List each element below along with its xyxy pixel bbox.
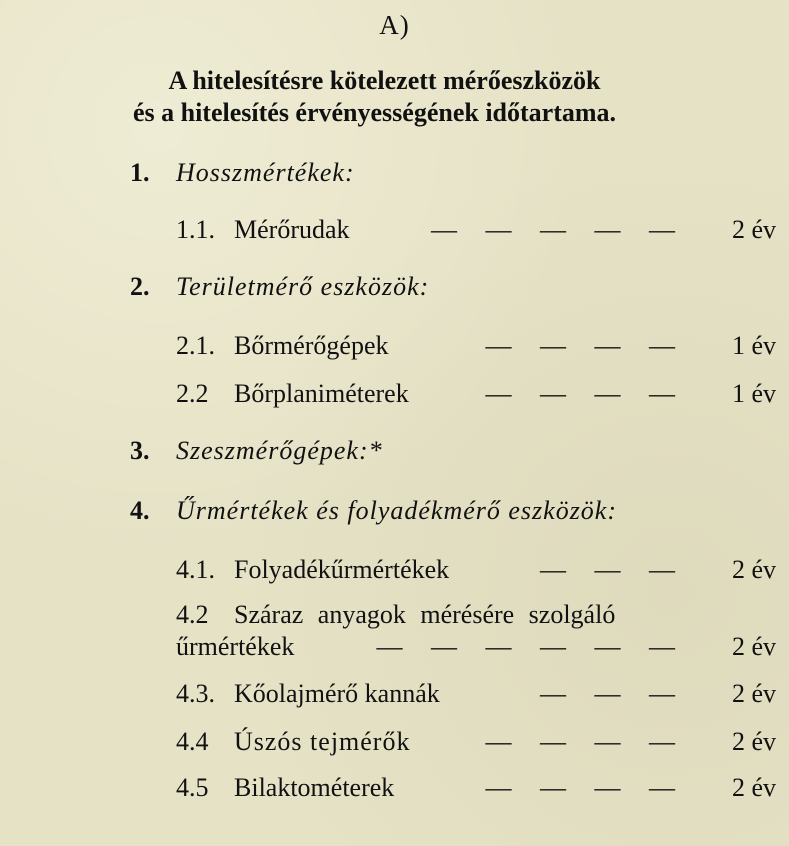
item-leader-dashes: — — — — — bbox=[431, 215, 686, 244]
list-item-2-2 bbox=[176, 379, 776, 409]
item-name: Bőrplaniméterek bbox=[234, 379, 409, 408]
item-number: 4.3. bbox=[176, 679, 215, 708]
section-label: Szeszmérőgépek:* bbox=[176, 436, 383, 465]
list-item-4-2 bbox=[176, 600, 776, 661]
section-number: 2. bbox=[130, 272, 150, 301]
title-line-1: A hitelesítésre kötelezett mérőeszközök bbox=[168, 66, 601, 95]
item-leader-dashes: — — — — bbox=[485, 379, 686, 408]
section-heading: A) bbox=[379, 10, 410, 40]
item-duration: 1 év bbox=[731, 331, 776, 360]
item-name: Kőolajmérő kannák bbox=[234, 679, 440, 708]
item-leader-dashes: — — — — bbox=[485, 727, 686, 756]
item-number: 1.1. bbox=[176, 215, 215, 244]
section-label: Hosszmértékek: bbox=[176, 158, 355, 187]
item-leader-dashes: — — — bbox=[540, 679, 686, 708]
section-2-heading bbox=[130, 272, 429, 302]
item-duration: 2 év bbox=[731, 215, 776, 244]
item-duration: 2 év bbox=[731, 727, 776, 756]
title-line-2: és a hitelesítés érvényességének időtartama. bbox=[132, 98, 617, 127]
list-item-1-1 bbox=[176, 215, 776, 245]
item-leader-dashes: — — — — bbox=[485, 773, 686, 802]
item-name: Úszós tejmérők bbox=[234, 727, 411, 756]
item-duration: 2 év bbox=[731, 555, 776, 584]
item-name: Száraz anyagok mérésére szolgáló bbox=[234, 600, 616, 629]
item-leader-dashes: — — — — — — bbox=[376, 632, 686, 661]
item-name: Mérőrudak bbox=[234, 215, 350, 244]
item-name: Bilaktométerek bbox=[234, 773, 395, 802]
item-number: 4.5 bbox=[176, 773, 209, 802]
item-name-continued: űrmértékek bbox=[176, 632, 295, 661]
list-item-2-1 bbox=[176, 331, 776, 361]
item-number: 4.1. bbox=[176, 555, 215, 584]
list-item-4-1 bbox=[176, 555, 776, 585]
item-number: 4.4 bbox=[176, 727, 209, 756]
section-label: Űrmértékek és folyadékmérő eszközök: bbox=[176, 496, 618, 525]
list-item-4-4 bbox=[176, 727, 776, 757]
section-number: 3. bbox=[130, 436, 150, 465]
section-number: 4. bbox=[130, 496, 150, 525]
item-number: 2.2 bbox=[176, 379, 209, 408]
item-name: Bőrmérőgépek bbox=[234, 331, 389, 360]
section-1-heading bbox=[130, 158, 355, 188]
section-4-heading bbox=[130, 496, 617, 526]
list-item-4-3 bbox=[176, 679, 776, 709]
section-3-heading bbox=[130, 436, 383, 466]
item-name: Folyadékűrmértékek bbox=[234, 555, 450, 584]
item-duration: 2 év bbox=[731, 773, 776, 802]
section-label: Területmérő eszközök: bbox=[176, 272, 430, 301]
item-duration: 1 év bbox=[731, 379, 776, 408]
item-leader-dashes: — — — — bbox=[485, 331, 686, 360]
section-number: 1. bbox=[130, 158, 150, 187]
list-item-4-5 bbox=[176, 773, 776, 803]
item-duration: 2 év bbox=[731, 632, 776, 661]
item-leader-dashes: — — — bbox=[540, 555, 686, 584]
item-duration: 2 év bbox=[731, 679, 776, 708]
item-number: 4.2 bbox=[176, 600, 209, 629]
item-number: 2.1. bbox=[176, 331, 215, 360]
